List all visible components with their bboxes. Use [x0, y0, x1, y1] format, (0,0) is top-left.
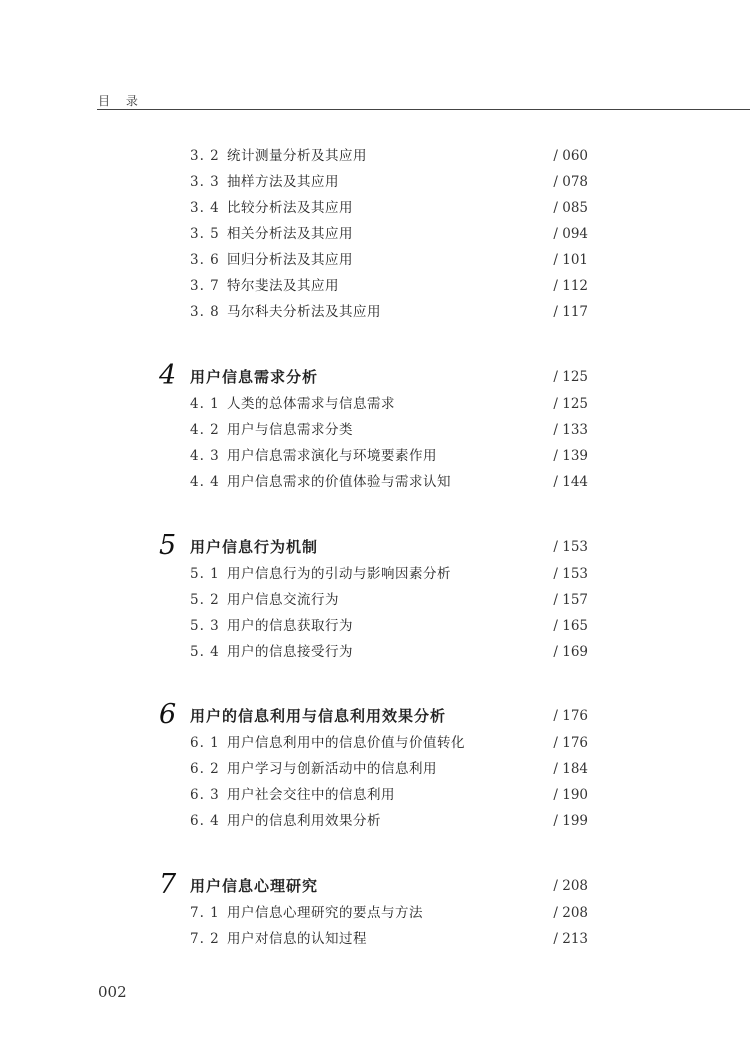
- toc-entry[interactable]: [0, 223, 750, 245]
- chapter-title: 用户信息行为机制: [190, 538, 319, 556]
- section-title: 用户信息利用中的信息价值与价值转化: [227, 735, 465, 751]
- section-number: 7. 1: [190, 905, 220, 921]
- section-number: 3. 8: [190, 304, 220, 320]
- toc-entry[interactable]: [0, 928, 750, 950]
- section-page: / 190: [553, 787, 588, 803]
- section-title: 用户信息行为的引动与影响因素分析: [227, 566, 451, 582]
- section-number: 6. 2: [190, 761, 220, 777]
- section-number: 4. 2: [190, 422, 220, 438]
- section-title: 相关分析法及其应用: [227, 226, 353, 242]
- chapter-title: 用户信息心理研究: [190, 877, 319, 895]
- section-page: / 101: [553, 252, 588, 268]
- toc-entry[interactable]: [0, 471, 750, 493]
- section-number: 5. 3: [190, 618, 220, 634]
- page-number: 002: [98, 983, 127, 1001]
- section-page: / 169: [553, 644, 588, 660]
- section-number: 5. 1: [190, 566, 220, 582]
- chapter-number: 7: [159, 869, 177, 900]
- section-number: 3. 4: [190, 200, 220, 216]
- toc-entry[interactable]: [0, 758, 750, 780]
- chapter-title: 用户信息需求分析: [190, 368, 319, 386]
- section-number: 3. 3: [190, 174, 220, 190]
- toc-entry[interactable]: [0, 784, 750, 806]
- section-title: 比较分析法及其应用: [227, 200, 353, 216]
- section-page: / 157: [553, 592, 588, 608]
- section-page: / 117: [553, 304, 588, 320]
- chapter-heading[interactable]: [0, 530, 750, 562]
- section-page: / 085: [553, 200, 588, 216]
- chapter-title: 用户的信息利用与信息利用效果分析: [190, 707, 447, 725]
- chapter-heading[interactable]: [0, 699, 750, 731]
- section-title: 用户信息需求的价值体验与需求认知: [227, 474, 451, 490]
- chapter-heading[interactable]: [0, 360, 750, 392]
- section-number: 3. 5: [190, 226, 220, 242]
- toc-entry[interactable]: [0, 563, 750, 585]
- section-page: / 133: [553, 422, 588, 438]
- section-number: 6. 1: [190, 735, 220, 751]
- section-page: / 184: [553, 761, 588, 777]
- section-page: / 125: [553, 396, 588, 412]
- section-page: / 139: [553, 448, 588, 464]
- section-title: 马尔科夫分析法及其应用: [227, 304, 381, 320]
- chapter-heading[interactable]: [0, 869, 750, 901]
- chapter-number: 6: [159, 699, 177, 730]
- section-title: 回归分析法及其应用: [227, 252, 353, 268]
- section-number: 4. 3: [190, 448, 220, 464]
- section-title: 用户的信息接受行为: [227, 644, 353, 660]
- toc-entry[interactable]: [0, 810, 750, 832]
- section-page: / 078: [553, 174, 588, 190]
- toc-entry[interactable]: [0, 589, 750, 611]
- section-page: / 208: [553, 905, 588, 921]
- toc-entry[interactable]: [0, 301, 750, 323]
- chapter-page: / 176: [553, 708, 588, 724]
- toc-entry[interactable]: [0, 445, 750, 467]
- section-title: 人类的总体需求与信息需求: [227, 396, 395, 412]
- section-number: 6. 4: [190, 813, 220, 829]
- toc-entry[interactable]: [0, 732, 750, 754]
- toc-entry[interactable]: [0, 902, 750, 924]
- section-title: 用户信息交流行为: [227, 592, 339, 608]
- section-title: 用户的信息获取行为: [227, 618, 353, 634]
- chapter-page: / 125: [553, 369, 588, 385]
- section-number: 4. 1: [190, 396, 220, 412]
- toc-entry[interactable]: [0, 145, 750, 167]
- section-page: / 112: [553, 278, 588, 294]
- section-title: 抽样方法及其应用: [227, 174, 339, 190]
- section-number: 6. 3: [190, 787, 220, 803]
- toc-entry[interactable]: [0, 197, 750, 219]
- section-page: / 153: [553, 566, 588, 582]
- chapter-number: 4: [159, 360, 177, 391]
- toc-entry[interactable]: [0, 615, 750, 637]
- chapter-number: 5: [159, 530, 177, 561]
- toc-entry[interactable]: [0, 171, 750, 193]
- section-title: 用户对信息的认知过程: [227, 931, 367, 947]
- toc-entry[interactable]: [0, 393, 750, 415]
- section-title: 用户信息需求演化与环境要素作用: [227, 448, 437, 464]
- section-page: / 094: [553, 226, 588, 242]
- section-number: 5. 4: [190, 644, 220, 660]
- section-title: 统计测量分析及其应用: [227, 148, 367, 164]
- section-page: / 144: [553, 474, 588, 490]
- toc-entry[interactable]: [0, 249, 750, 271]
- section-title: 用户社会交往中的信息利用: [227, 787, 395, 803]
- section-title: 特尔斐法及其应用: [227, 278, 339, 294]
- section-number: 5. 2: [190, 592, 220, 608]
- section-page: / 213: [553, 931, 588, 947]
- section-page: / 199: [553, 813, 588, 829]
- section-number: 7. 2: [190, 931, 220, 947]
- section-title: 用户学习与创新活动中的信息利用: [227, 761, 437, 777]
- section-page: / 176: [553, 735, 588, 751]
- section-number: 3. 7: [190, 278, 220, 294]
- section-title: 用户的信息利用效果分析: [227, 813, 381, 829]
- section-title: 用户与信息需求分类: [227, 422, 353, 438]
- toc-entry[interactable]: [0, 641, 750, 663]
- section-title: 用户信息心理研究的要点与方法: [227, 905, 423, 921]
- toc-entry[interactable]: [0, 419, 750, 441]
- toc-entry[interactable]: [0, 275, 750, 297]
- section-number: 3. 6: [190, 252, 220, 268]
- chapter-page: / 153: [553, 539, 588, 555]
- chapter-page: / 208: [553, 878, 588, 894]
- header-title: 目 录: [98, 94, 144, 108]
- section-number: 4. 4: [190, 474, 220, 490]
- section-page: / 165: [553, 618, 588, 634]
- section-page: / 060: [553, 148, 588, 164]
- section-number: 3. 2: [190, 148, 220, 164]
